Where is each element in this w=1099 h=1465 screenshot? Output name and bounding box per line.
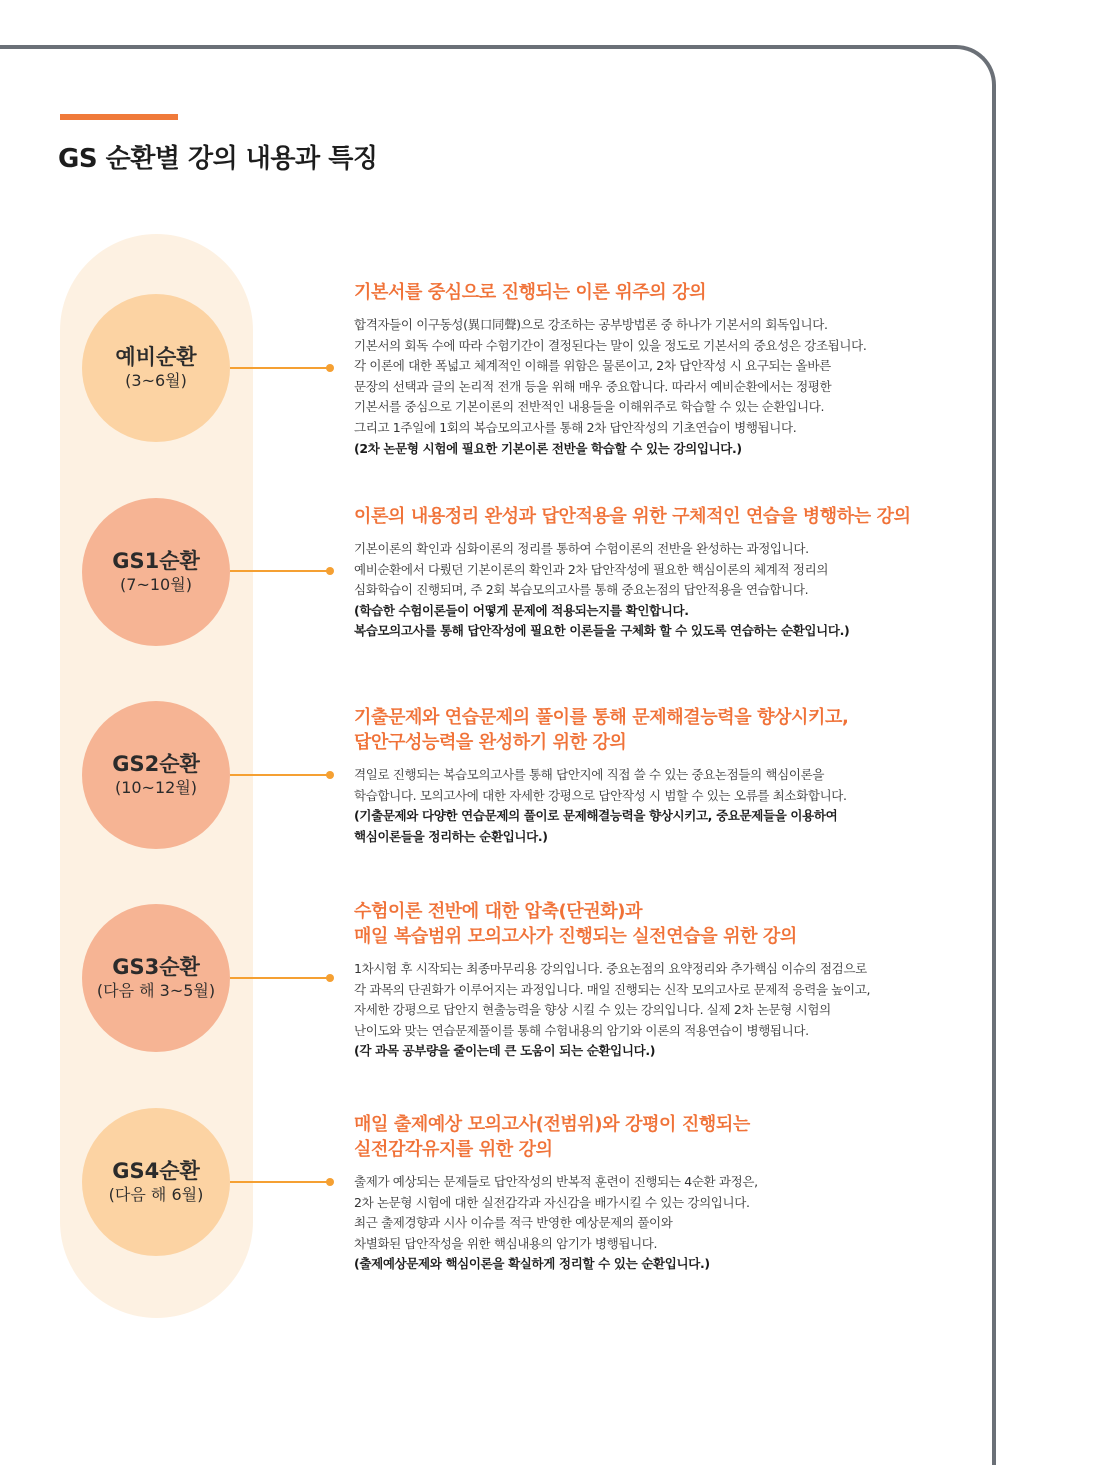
round-period: (3~6월) (125, 371, 187, 390)
heading-line: 실전감각유지를 위한 강의 (354, 1139, 553, 1160)
body-line: 자세한 강평으로 답안지 현출능력을 향상 시킬 수 있는 강의입니다. 실제 2차 논문형 시험의 (354, 1002, 831, 1018)
section-heading (354, 280, 914, 305)
summary-line: 핵심이론들을 정리하는 순환입니다.) (354, 828, 548, 844)
round-section-prep (354, 280, 914, 459)
connector-line (230, 1181, 330, 1183)
round-circle-prep (82, 294, 230, 442)
body-line: 기본서를 중심으로 기본이론의 전반적인 내용들을 이해위주로 학습할 수 있는 순환입니다. (354, 399, 825, 415)
summary-line: (2차 논문형 시험에 필요한 기본이론 전반을 학습할 수 있는 강의입니다.) (354, 440, 742, 456)
title-accent-bar (60, 114, 178, 120)
heading-line: 기출문제와 연습문제의 풀이를 통해 문제해결능력을 향상시키고, (354, 707, 849, 728)
heading-line: 매일 복습범위 모의고사가 진행되는 실전연습을 위한 강의 (354, 926, 797, 947)
heading-line: 이론의 내용정리 완성과 답안적용을 위한 구체적인 연습을 병행하는 강의 (354, 506, 911, 527)
body-line: 기본이론의 확인과 심화이론의 정리를 통하여 수험이론의 전반을 완성하는 과정입니다. (354, 541, 809, 556)
body-line: 1차시험 후 시작되는 최종마무리용 강의입니다. 중요논점의 요약정리와 추가핵심 이슈의 점검으로 (354, 961, 867, 976)
round-period: (다음 해 3~5월) (96, 981, 216, 1000)
round-circle-gs2 (82, 701, 230, 849)
connector-line (230, 570, 330, 572)
body-line: 문장의 선택과 글의 논리적 전개 등을 위해 매우 중요합니다. 따라서 예비순환에서는 정평한 (354, 378, 832, 394)
body-line: 격일로 진행되는 복습모의고사를 통해 답안지에 직접 쓸 수 있는 중요논점들의 핵심이론을 (354, 767, 825, 782)
page-title: GS 순환별 강의 내용과 특징 (58, 144, 378, 174)
section-heading (354, 899, 914, 949)
section-heading (354, 1112, 914, 1162)
body-line: 각 이론에 대한 폭넓고 체계적인 이해를 위함은 물론이고, 2차 답안작성 시 요구되는 올바른 (354, 358, 831, 374)
body-line: 난이도와 맞는 연습문제풀이를 통해 수험내용의 암기와 이론의 적용연습이 병행됩니다. (354, 1022, 809, 1038)
round-name: GS1순환 (112, 549, 200, 573)
connector-line (230, 774, 330, 776)
body-line: 심화학습이 진행되며, 주 2회 복습모의고사를 통해 중요논점의 답안적용을 연습합니다. (354, 582, 809, 598)
round-period: (7~10월) (120, 575, 192, 594)
body-line: 최근 출제경향과 시사 이슈를 적극 반영한 예상문제의 풀이와 (354, 1215, 673, 1231)
connector-line (230, 367, 330, 369)
heading-line: 답안구성능력을 완성하기 위한 강의 (354, 732, 627, 753)
body-line: 각 과목의 단권화가 이루어지는 과정입니다. 매일 진행되는 신작 모의고사로 문제적 응력을 높이고, (354, 981, 871, 997)
body-line: 2차 논문형 시험에 대한 실전감각과 자신감을 배가시킬 수 있는 강의입니다. (354, 1194, 750, 1210)
summary-line: (출제예상문제와 핵심이론을 확실하게 정리할 수 있는 순환입니다.) (354, 1256, 710, 1272)
round-section-gs4 (354, 1112, 914, 1275)
heading-line: 매일 출제예상 모의고사(전범위)와 강평이 진행되는 (354, 1114, 750, 1135)
round-period: (10~12월) (114, 778, 198, 797)
round-name: GS4순환 (112, 1159, 200, 1183)
body-line: 기본서의 회독 수에 따라 수험기간이 결정된다는 말이 있을 정도로 기본서의 중요성은 강조됩니다. (354, 337, 867, 353)
body-line: 예비순환에서 다뤘던 기본이론의 확인과 2차 답안작성에 필요한 핵심이론의 체계적 정리의 (354, 561, 829, 577)
summary-line: (학습한 수험이론들이 어떻게 문제에 적용되는지를 확인합니다. (354, 602, 689, 618)
round-name: GS2순환 (112, 752, 200, 776)
summary-line: (기출문제와 다양한 연습문제의 풀이로 문제해결능력을 향상시키고, 중요문제들을 이용하여 (354, 808, 838, 824)
round-name: 예비순환 (115, 345, 197, 369)
summary-line: (각 과목 공부량을 줄이는데 큰 도움이 되는 순환입니다.) (354, 1043, 656, 1059)
body-line: 학습합니다. 모의고사에 대한 자세한 강평으로 답안작성 시 범할 수 있는 오류를 최소화합니다. (354, 787, 847, 803)
body-line: 그리고 1주일에 1회의 복습모의고사를 통해 2차 답안작성의 기초연습이 병행됩니다. (354, 419, 797, 435)
round-circle-gs4 (82, 1108, 230, 1256)
body-line: 출제가 예상되는 문제들로 답안작성의 반복적 훈련이 진행되는 4순환 과정은, (354, 1174, 758, 1189)
connector-line (230, 977, 330, 979)
summary-line: 복습모의고사를 통해 답안작성에 필요한 이론들을 구체화 할 수 있도록 연습하는 순환입니다.) (354, 623, 850, 639)
body-line: 차별화된 답안작성을 위한 핵심내용의 암기가 병행됩니다. (354, 1235, 658, 1251)
round-period: (다음 해 6월) (108, 1185, 204, 1204)
body-line: 합격자들이 이구동성(異口同聲)으로 강조하는 공부방법론 중 하나가 기본서의 회독입니다. (354, 317, 828, 332)
section-heading (354, 504, 914, 529)
round-circle-gs1 (82, 498, 230, 646)
round-section-gs1 (354, 504, 914, 642)
round-section-gs3 (354, 899, 914, 1062)
heading-line: 기본서를 중심으로 진행되는 이론 위주의 강의 (354, 282, 707, 303)
heading-line: 수험이론 전반에 대한 압축(단권화)과 (354, 901, 643, 922)
round-section-gs2 (354, 705, 914, 847)
section-heading (354, 705, 914, 755)
round-circle-gs3 (82, 904, 230, 1052)
round-name: GS3순환 (112, 955, 200, 979)
